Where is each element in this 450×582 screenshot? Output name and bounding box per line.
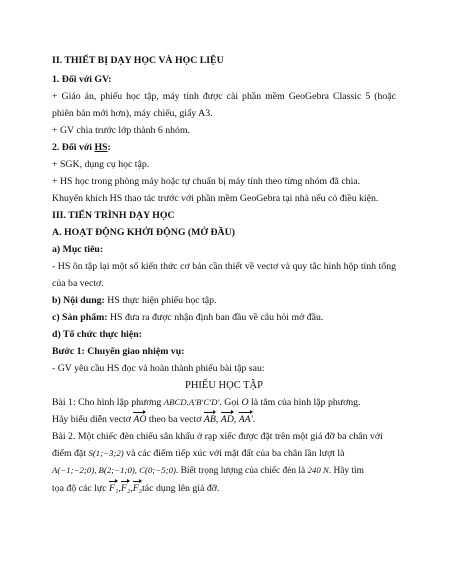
section-heading: II. THIẾT BỊ DẠY HỌC VÀ HỌC LIỆU: [52, 55, 224, 66]
ex2-text: điểm đặt: [52, 448, 89, 459]
hs-item: Khuyến khích HS thao tác trước với phần mềm GeoGebra tại nhà nếu có điều kiện.: [52, 193, 379, 204]
section-heading: III. TIẾN TRÌNH DẠY HỌC: [52, 210, 175, 221]
objective-text: - HS ôn tập lại một số kiến thức cơ bản cần thiết về vectơ và quy tắc hình hộp tính tổng của ba vectơ.: [52, 261, 396, 289]
product-paragraph: [52, 309, 396, 326]
subheading-gv: 1. Đối với GV:: [52, 74, 112, 85]
ex2-text: tọa độ các lực: [52, 483, 109, 494]
ex1-text: Bài 1: Cho hình lập phương: [52, 397, 164, 408]
activity-heading: A. HOẠT ĐỘNG KHỞI ĐỘNG (MỞ ĐẦU): [52, 227, 235, 238]
document-content: [52, 52, 396, 497]
vector-ab: AB: [204, 411, 216, 428]
exercise-2-line-1: Bài 2. Một chiếc đèn chiếu sân khấu ở rạp xiếc được đặt trên một giá đỡ ba chân với: [52, 431, 383, 442]
point-o: O: [241, 397, 249, 408]
ex1-text: là tâm của hình lập phương.: [248, 397, 361, 408]
subheading-hs-colon: :: [107, 142, 111, 153]
vector-ao: AO: [133, 411, 146, 428]
hs-item: + HS học trong phòng máy hoặc tự chuẩn bị máy tính theo từng nhóm đã chia.: [52, 176, 361, 187]
exercise-1-line-2: [52, 411, 396, 428]
ex2-text: và các điểm tiếp xúc với mặt đất của ba chân lần lượt là: [123, 448, 345, 459]
step1-heading: Bước 1: Chuyển giao nhiệm vụ:: [52, 346, 185, 357]
force-f2: F₂: [121, 480, 130, 497]
exercise-2-line-4: [52, 480, 396, 497]
separator: ,: [215, 414, 221, 425]
vector-ad: AD: [221, 411, 234, 428]
subheading-hs-prefix: 2. Đối với: [52, 142, 95, 153]
vector-aa-prime: AA': [239, 411, 253, 428]
contact-points: A(−1;−2;0), B(2;−1;0), C(0;−5;0): [52, 465, 176, 475]
hs-item: + SGK, dụng cụ học tập.: [52, 159, 150, 170]
ex1-text: Hãy biểu diễn vectơ: [52, 414, 134, 425]
content-label: b) Nội dung:: [52, 295, 105, 306]
point-s: S(1;−3;2): [88, 448, 124, 458]
force-f1: F₁: [109, 480, 118, 497]
content-paragraph: [52, 292, 396, 309]
cube-name: ABCD.A'B'C'D': [163, 397, 220, 407]
ex2-text: . Hãy tìm: [328, 466, 364, 476]
content-text: HS thực hiện phiếu học tập.: [104, 295, 217, 306]
product-text: HS đưa ra được nhận định ban đầu về câu hỏi mở đầu.: [107, 312, 324, 323]
ex2-text: . Biết trọng lượng của chiếc đèn là: [175, 466, 308, 476]
subheading-hs-term: HS: [94, 142, 108, 153]
subheading-hs: [52, 139, 396, 156]
exercise-2-line-2: [52, 445, 396, 462]
separator: ,: [118, 483, 121, 494]
organization-heading: d) Tổ chức thực hiện:: [52, 329, 142, 340]
ex1-text: .: [252, 414, 256, 425]
ex1-text: . Gọi: [219, 397, 242, 408]
gv-item: + Giáo án, phiếu học tập, máy tính được cài phần mềm GeoGebra Classic 5 (hoặc phiên bản mới hơn), máy chiếu, giấy A3.: [52, 91, 396, 119]
objective-heading: a) Mục tiêu:: [52, 244, 104, 255]
ex1-text: theo ba vectơ: [146, 414, 204, 425]
step1-text: - GV yêu cầu HS đọc và hoàn thành phiếu bài tập sau:: [52, 363, 265, 374]
ex2-text: tác dụng lên giá đỡ.: [142, 483, 220, 494]
gv-item: + GV chia trước lớp thành 6 nhóm.: [52, 125, 191, 136]
separator: ,: [233, 414, 239, 425]
separator: ,: [130, 483, 133, 494]
force-f3: F₃: [133, 480, 142, 497]
weight-value: 240 N: [307, 465, 329, 475]
exercise-1-line-1: [52, 394, 396, 411]
worksheet-title: PHIẾU HỌC TẬP: [185, 380, 263, 391]
exercise-2-line-3: [52, 462, 396, 480]
product-label: c) Sản phẩm:: [52, 312, 108, 323]
